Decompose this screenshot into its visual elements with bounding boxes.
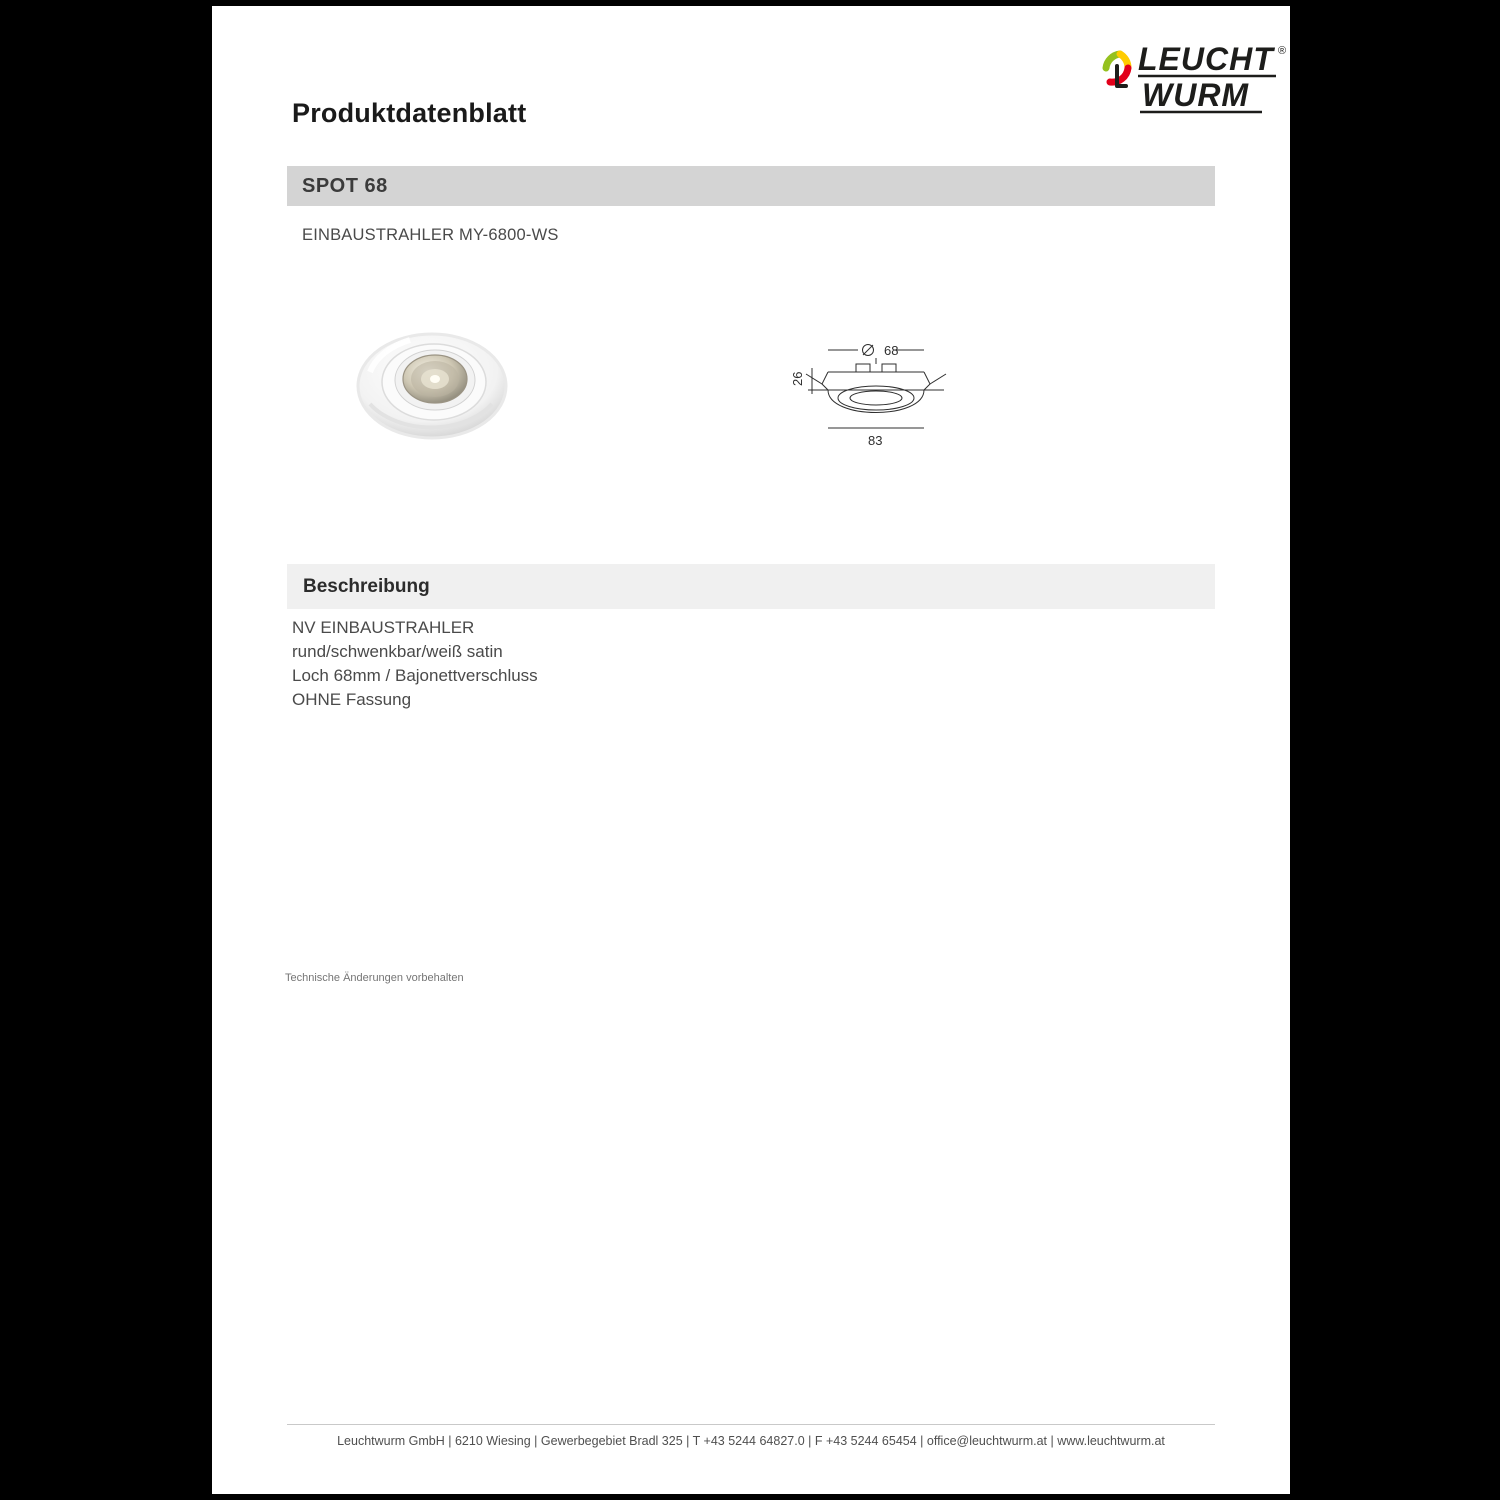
dimension-width: 83 (868, 433, 883, 448)
page-title: Produktdatenblatt (292, 98, 527, 128)
product-title: SPOT 68 (302, 175, 388, 197)
description-body (292, 616, 538, 712)
description-line: Loch 68mm / Bajonettverschluss (292, 666, 538, 685)
svg-text:LEUCHT: LEUCHT (1138, 41, 1274, 77)
product-subtitle: EINBAUSTRAHLER MY-6800-WS (302, 226, 559, 244)
product-photo (340, 324, 530, 449)
dimension-height: 26 (790, 371, 805, 386)
document-page (212, 6, 1290, 1494)
leuchtwurm-logo (1080, 30, 1290, 122)
dimension-diameter: 68 (884, 343, 899, 358)
footnote: Technische Änderungen vorbehalten (285, 972, 464, 984)
description-line: OHNE Fassung (292, 690, 412, 709)
product-title-bar (287, 166, 1215, 206)
description-heading: Beschreibung (303, 576, 430, 597)
description-bar (287, 564, 1215, 609)
footer-contact: Leuchtwurm GmbH | 6210 Wiesing | Gewerbegebiet Bradl 325 | T +43 5244 64827.0 | F +43 5244 65454 | office@leuchtwurm.at | www.leuchtwurm.at (337, 1434, 1165, 1448)
svg-text:WURM: WURM (1142, 77, 1250, 113)
footer-divider (287, 1424, 1215, 1425)
svg-text:®: ® (1278, 45, 1287, 57)
description-line: rund/schwenkbar/weiß satin (292, 642, 503, 661)
description-line: NV EINBAUSTRAHLER (292, 618, 475, 637)
technical-drawing (772, 328, 992, 483)
